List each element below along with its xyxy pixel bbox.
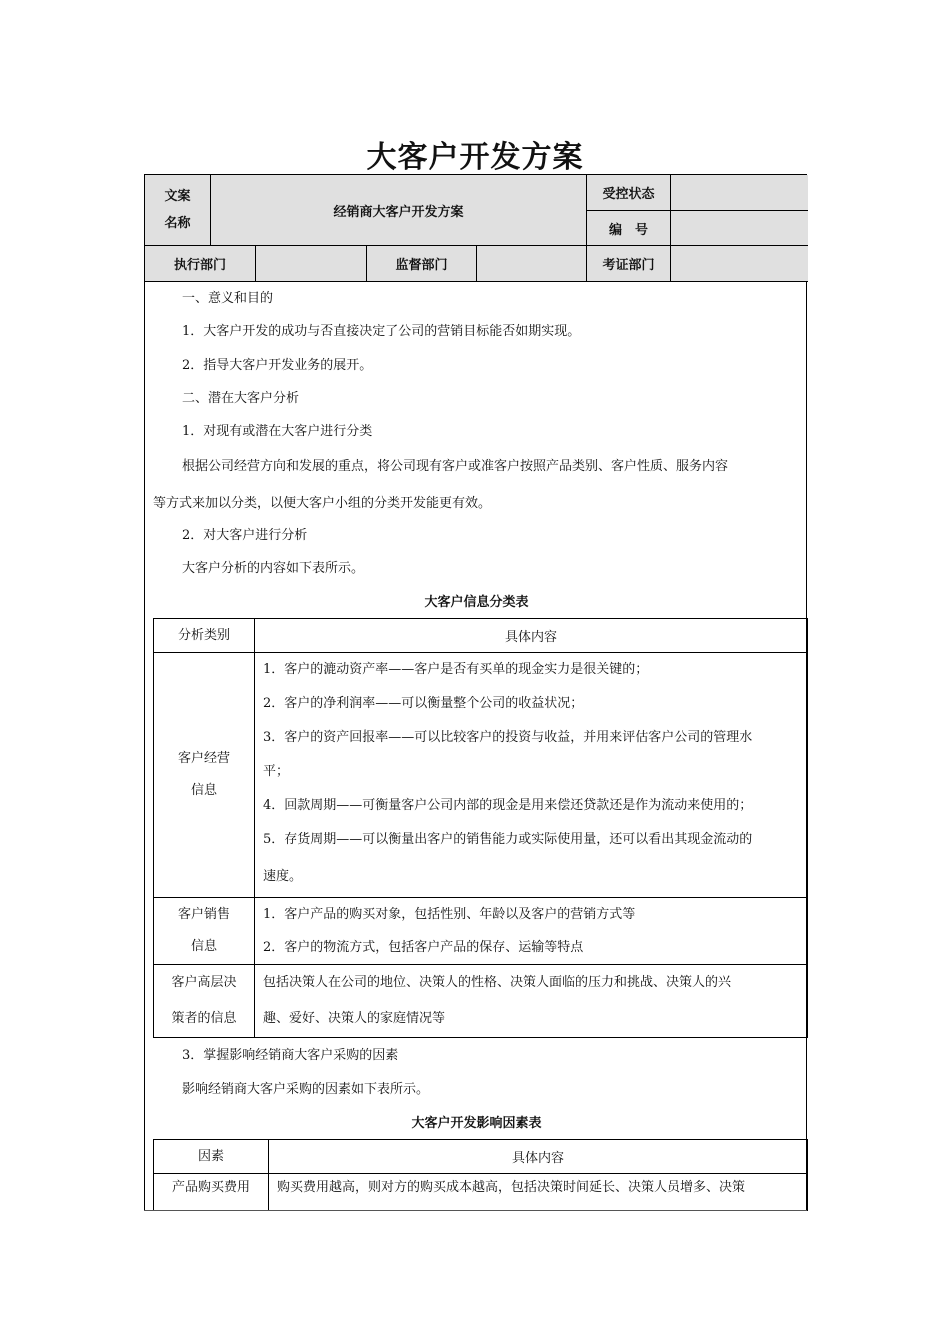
exec-dept-label: 执行部门 <box>145 246 256 282</box>
document-frame <box>144 174 807 1211</box>
section-heading-1: 一、意义和目的 <box>182 291 274 306</box>
content-line: 速度。 <box>263 869 303 884</box>
customer-info-table <box>153 618 808 1038</box>
content-cell <box>255 898 808 965</box>
content-line: 2．客户的净利润率——可以衡量整个公司的收益状况； <box>263 696 584 711</box>
table-row <box>154 965 808 1038</box>
table-header-cell: 具体内容 <box>255 619 808 653</box>
doc-name-value: 经销商大客户开发方案 <box>211 175 587 246</box>
content-line: 3．客户的资产回报率——可以比较客户的投资与收益，并用来评估客户公司的管理水 <box>263 730 753 745</box>
content-line: 4．回款周期——可衡量客户公司内部的现金是用来偿还贷款还是作为流动来使用的； <box>263 798 753 813</box>
control-status-value <box>671 175 808 211</box>
category-line: 客户高层决 <box>171 975 237 990</box>
category-line: 信息 <box>190 939 217 954</box>
category-line: 策者的信息 <box>171 1011 237 1026</box>
content-line: 1．客户产品的购买对象，包括性别、年龄以及客户的营销方式等 <box>263 907 636 922</box>
content-cell <box>255 653 808 898</box>
category-cell <box>154 653 255 898</box>
category-line: 信息 <box>190 783 217 798</box>
exec-dept-value <box>256 246 367 282</box>
verify-dept-value <box>671 246 808 282</box>
table-caption: 大客户开发影响因素表 <box>411 1116 542 1131</box>
table-row <box>154 898 808 965</box>
content-line: 2．客户的物流方式，包括客户产品的保存、运输等特点 <box>263 940 584 955</box>
doc-name-label-line1: 文案 <box>164 189 191 204</box>
paragraph: 3．掌握影响经销商大客户采购的因素 <box>182 1048 399 1063</box>
category-cell <box>154 898 255 965</box>
section-heading-2: 二、潜在大客户分析 <box>182 391 300 406</box>
table-header-cell: 具体内容 <box>269 1140 808 1174</box>
number-label: 编 号 <box>587 211 671 246</box>
category-line: 客户经营 <box>177 751 230 766</box>
content-line: 1．客户的漉动资产率——客户是否有买单的现金实力是很关键的； <box>263 662 649 677</box>
paragraph: 等方式来加以分类，以便大客户小组的分类开发能更有效。 <box>153 496 492 511</box>
supervise-dept-value <box>477 246 587 282</box>
table-caption: 大客户信息分类表 <box>424 595 529 610</box>
content-line: 5．存货周期——可以衡量出客户的销售能力或实际使用量，还可以看出其现金流动的 <box>263 832 753 847</box>
category-line: 客户销售 <box>177 907 230 922</box>
paragraph: 2．对大客户进行分析 <box>182 528 308 543</box>
paragraph: 大客户分析的内容如下表所示。 <box>182 561 365 576</box>
paragraph: 1．对现有或潜在大客户进行分类 <box>182 424 373 439</box>
paragraph: 1．大客户开发的成功与否直接决定了公司的营销目标能否如期实现。 <box>182 324 581 339</box>
table-header-cell: 因素 <box>154 1140 269 1174</box>
page-title: 大客户开发方案 <box>366 140 584 175</box>
table-row <box>154 1174 808 1211</box>
page-cut-line <box>144 1210 807 1211</box>
number-value <box>671 211 808 246</box>
table-header-row <box>154 1140 808 1174</box>
paragraph: 根据公司经营方向和发展的重点，将公司现有客户或准客户按照产品类别、客户性质、服务内容 <box>182 459 729 474</box>
supervise-dept-label: 监督部门 <box>367 246 477 282</box>
control-status-label: 受控状态 <box>587 175 671 211</box>
table-row <box>154 653 808 898</box>
factors-table <box>153 1139 808 1211</box>
content-line: 趣、爱好、决策人的家庭情况等 <box>263 1011 446 1026</box>
factor-cell: 产品购买费用 <box>154 1174 269 1211</box>
doc-name-label-line2: 名称 <box>164 216 191 231</box>
table-header-row <box>154 619 808 653</box>
content-line: 平； <box>263 764 290 779</box>
doc-name-label <box>145 175 211 246</box>
paragraph: 影响经销商大客户采购的因素如下表所示。 <box>182 1082 430 1097</box>
category-cell <box>154 965 255 1038</box>
content-cell <box>255 965 808 1038</box>
content-cell: 购买费用越高，则对方的购买成本越高，包括决策时间延长、决策人员增多、决策 <box>269 1174 808 1211</box>
content-line: 包括决策人在公司的地位、决策人的性格、决策人面临的压力和挑战、决策人的兴 <box>263 975 732 990</box>
verify-dept-label: 考证部门 <box>587 246 671 282</box>
paragraph: 2．指导大客户开发业务的展开。 <box>182 358 373 373</box>
table-header-cell: 分析类别 <box>154 619 255 653</box>
